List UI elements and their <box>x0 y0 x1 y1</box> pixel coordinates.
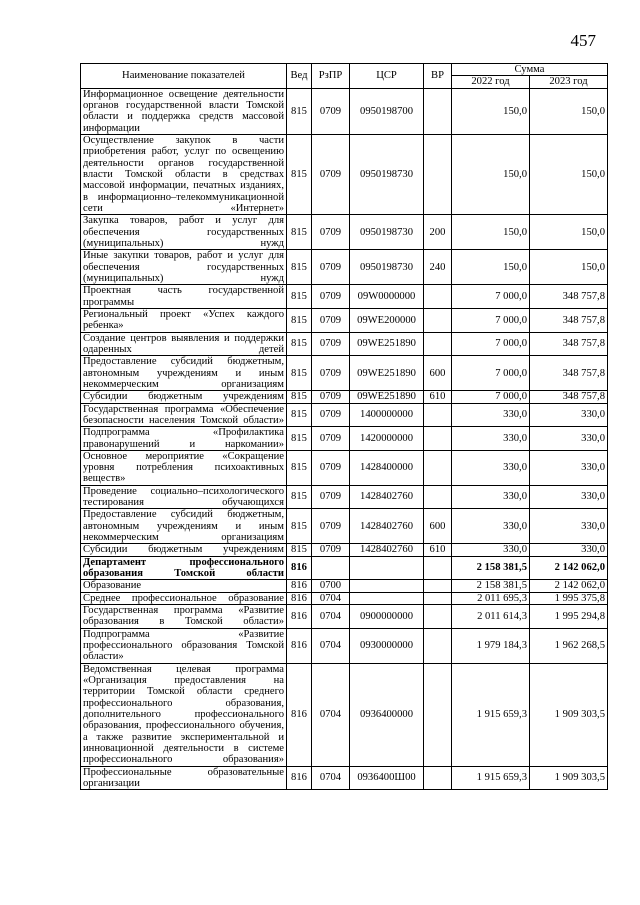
cell-amount-2023: 150,0 <box>530 250 608 285</box>
cell-csr <box>350 556 424 580</box>
header-year-2023: 2023 год <box>530 76 608 88</box>
cell-amount-2022: 2 158 381,5 <box>452 556 530 580</box>
cell-rzpr: 0709 <box>312 544 350 556</box>
cell-amount-2022: 1 915 659,3 <box>452 663 530 766</box>
cell-amount-2022: 7 000,0 <box>452 391 530 403</box>
cell-ved: 816 <box>287 663 312 766</box>
cell-rzpr: 0709 <box>312 391 350 403</box>
cell-rzpr: 0709 <box>312 215 350 250</box>
cell-csr: 1400000000 <box>350 403 424 427</box>
cell-ved: 816 <box>287 556 312 580</box>
cell-amount-2023: 150,0 <box>530 215 608 250</box>
cell-amount-2023: 330,0 <box>530 485 608 509</box>
cell-csr: 0936400000 <box>350 663 424 766</box>
cell-amount-2023: 330,0 <box>530 450 608 485</box>
cell-name: Подпрограмма «Развитие профессионального образования Томской области» <box>81 628 287 663</box>
cell-vr <box>424 308 452 332</box>
header-year-2022: 2022 год <box>452 76 530 88</box>
cell-csr: 0930000000 <box>350 628 424 663</box>
cell-ved: 815 <box>287 403 312 427</box>
table-row <box>81 628 608 663</box>
cell-amount-2022: 1 979 184,3 <box>452 628 530 663</box>
cell-name: Региональный проект «Успех каждого ребенка» <box>81 308 287 332</box>
cell-amount-2022: 7 000,0 <box>452 356 530 391</box>
cell-ved: 815 <box>287 250 312 285</box>
table-row <box>81 250 608 285</box>
cell-csr <box>350 592 424 604</box>
table-row <box>81 450 608 485</box>
cell-rzpr: 0709 <box>312 88 350 134</box>
cell-rzpr: 0709 <box>312 285 350 309</box>
cell-name: Основное мероприятие «Сокращение уровня потребления психоактивных веществ» <box>81 450 287 485</box>
cell-vr <box>424 663 452 766</box>
cell-name: Субсидии бюджетным учреждениям <box>81 391 287 403</box>
cell-name: Образование <box>81 580 287 592</box>
cell-name: Создание центров выявления и поддержки одаренных детей <box>81 332 287 356</box>
cell-csr: 0950198730 <box>350 215 424 250</box>
cell-name: Профессиональные образовательные организации <box>81 766 287 790</box>
cell-amount-2023: 348 757,8 <box>530 391 608 403</box>
cell-rzpr: 0704 <box>312 592 350 604</box>
cell-amount-2023: 150,0 <box>530 134 608 214</box>
cell-vr <box>424 628 452 663</box>
cell-rzpr: 0709 <box>312 250 350 285</box>
cell-vr <box>424 766 452 790</box>
table-row <box>81 592 608 604</box>
cell-vr <box>424 556 452 580</box>
table-row <box>81 663 608 766</box>
table-row <box>81 556 608 580</box>
cell-amount-2023: 150,0 <box>530 88 608 134</box>
cell-csr: 09WE251890 <box>350 332 424 356</box>
cell-amount-2023: 1 962 268,5 <box>530 628 608 663</box>
cell-csr: 09W0000000 <box>350 285 424 309</box>
cell-vr: 610 <box>424 391 452 403</box>
cell-amount-2023: 1 909 303,5 <box>530 663 608 766</box>
cell-vr: 610 <box>424 544 452 556</box>
cell-rzpr: 0709 <box>312 485 350 509</box>
cell-vr <box>424 427 452 451</box>
table-row <box>81 308 608 332</box>
cell-name: Среднее профессиональное образование <box>81 592 287 604</box>
cell-ved: 816 <box>287 592 312 604</box>
cell-amount-2023: 330,0 <box>530 544 608 556</box>
cell-amount-2022: 7 000,0 <box>452 285 530 309</box>
cell-name: Осуществление закупок в части приобретения работ, услуг по освещению деятельности органов государственной власти Томской области в средствах массовой информации, печатных изданиях, в информационно–телекоммуникационной сети «Интернет» <box>81 134 287 214</box>
cell-csr: 0936400Ш00 <box>350 766 424 790</box>
cell-amount-2022: 2 011 695,3 <box>452 592 530 604</box>
cell-amount-2022: 330,0 <box>452 403 530 427</box>
header-sum: Сумма <box>452 64 608 76</box>
cell-csr: 09WE251890 <box>350 356 424 391</box>
cell-vr <box>424 285 452 309</box>
cell-rzpr: 0709 <box>312 332 350 356</box>
cell-amount-2023: 1 995 294,8 <box>530 605 608 629</box>
cell-csr: 09WE200000 <box>350 308 424 332</box>
cell-amount-2022: 2 011 614,3 <box>452 605 530 629</box>
cell-ved: 816 <box>287 605 312 629</box>
cell-ved: 815 <box>287 544 312 556</box>
cell-csr: 1428400000 <box>350 450 424 485</box>
header-csr: ЦСР <box>350 64 424 89</box>
cell-ved: 815 <box>287 332 312 356</box>
cell-name: Подпрограмма «Профилактика правонарушений и наркомании» <box>81 427 287 451</box>
cell-amount-2023: 348 757,8 <box>530 285 608 309</box>
cell-csr: 0950198700 <box>350 88 424 134</box>
cell-amount-2022: 330,0 <box>452 544 530 556</box>
cell-amount-2022: 330,0 <box>452 509 530 544</box>
cell-amount-2023: 2 142 062,0 <box>530 580 608 592</box>
cell-rzpr: 0709 <box>312 308 350 332</box>
cell-ved: 815 <box>287 308 312 332</box>
cell-vr: 200 <box>424 215 452 250</box>
cell-rzpr: 0709 <box>312 356 350 391</box>
cell-amount-2023: 2 142 062,0 <box>530 556 608 580</box>
cell-ved: 816 <box>287 580 312 592</box>
budget-table <box>80 63 608 790</box>
cell-rzpr: 0709 <box>312 509 350 544</box>
cell-csr: 1420000000 <box>350 427 424 451</box>
cell-name: Информационное освещение деятельности органов государственной власти Томской области и поддержка средств массовой информации <box>81 88 287 134</box>
cell-amount-2023: 348 757,8 <box>530 308 608 332</box>
table-row <box>81 403 608 427</box>
cell-name: Иные закупки товаров, работ и услуг для обеспечения государственных (муниципальных) нужд <box>81 250 287 285</box>
cell-csr <box>350 580 424 592</box>
cell-csr: 0900000000 <box>350 605 424 629</box>
cell-csr: 1428402760 <box>350 509 424 544</box>
cell-rzpr: 0704 <box>312 628 350 663</box>
cell-name: Государственная программа «Обеспечение безопасности населения Томской области» <box>81 403 287 427</box>
cell-name: Ведомственная целевая программа «Организация предоставления на территории Томской области среднего профессионального образования, дополнительного профессионального образования, профессионального обучения, а также развитие экспериментальной и инновационной деятельности в системе профессионального образования» <box>81 663 287 766</box>
cell-rzpr: 0709 <box>312 427 350 451</box>
cell-amount-2022: 7 000,0 <box>452 332 530 356</box>
table-row <box>81 88 608 134</box>
cell-vr <box>424 605 452 629</box>
cell-rzpr: 0709 <box>312 134 350 214</box>
table-row <box>81 605 608 629</box>
cell-ved: 816 <box>287 766 312 790</box>
cell-ved: 815 <box>287 485 312 509</box>
cell-ved: 816 <box>287 628 312 663</box>
cell-name: Закупка товаров, работ и услуг для обеспечения государственных (муниципальных) нужд <box>81 215 287 250</box>
cell-ved: 815 <box>287 450 312 485</box>
table-row <box>81 285 608 309</box>
cell-csr: 0950198730 <box>350 134 424 214</box>
cell-amount-2023: 348 757,8 <box>530 332 608 356</box>
table-row <box>81 766 608 790</box>
cell-csr: 09WE251890 <box>350 391 424 403</box>
cell-ved: 815 <box>287 134 312 214</box>
cell-vr <box>424 88 452 134</box>
cell-vr <box>424 403 452 427</box>
cell-ved: 815 <box>287 215 312 250</box>
cell-name: Департамент профессионального образования Томской области <box>81 556 287 580</box>
cell-vr <box>424 580 452 592</box>
cell-amount-2022: 150,0 <box>452 215 530 250</box>
cell-amount-2023: 1 909 303,5 <box>530 766 608 790</box>
cell-vr: 600 <box>424 509 452 544</box>
cell-vr <box>424 332 452 356</box>
cell-amount-2023: 348 757,8 <box>530 356 608 391</box>
table-row <box>81 427 608 451</box>
cell-amount-2022: 2 158 381,5 <box>452 580 530 592</box>
cell-rzpr <box>312 556 350 580</box>
cell-amount-2023: 1 995 375,8 <box>530 592 608 604</box>
header-name: Наименование показателей <box>81 64 287 89</box>
cell-amount-2022: 1 915 659,3 <box>452 766 530 790</box>
cell-vr: 240 <box>424 250 452 285</box>
cell-name: Предоставление субсидий бюджетным, автономным учреждениям и иным некоммерческим организациям <box>81 509 287 544</box>
table-row <box>81 391 608 403</box>
cell-ved: 815 <box>287 356 312 391</box>
cell-vr <box>424 485 452 509</box>
header-rzpr: РзПР <box>312 64 350 89</box>
table-row <box>81 509 608 544</box>
cell-csr: 1428402760 <box>350 544 424 556</box>
table-row <box>81 332 608 356</box>
cell-amount-2022: 150,0 <box>452 134 530 214</box>
cell-amount-2023: 330,0 <box>530 509 608 544</box>
cell-rzpr: 0704 <box>312 766 350 790</box>
header-vr: ВР <box>424 64 452 89</box>
cell-vr <box>424 592 452 604</box>
cell-amount-2022: 330,0 <box>452 485 530 509</box>
cell-vr <box>424 450 452 485</box>
cell-amount-2022: 150,0 <box>452 250 530 285</box>
cell-amount-2022: 150,0 <box>452 88 530 134</box>
table-row <box>81 544 608 556</box>
table-row <box>81 485 608 509</box>
table-row <box>81 134 608 214</box>
cell-vr: 600 <box>424 356 452 391</box>
cell-ved: 815 <box>287 285 312 309</box>
table-row <box>81 356 608 391</box>
cell-amount-2022: 7 000,0 <box>452 308 530 332</box>
cell-amount-2023: 330,0 <box>530 427 608 451</box>
table-row <box>81 215 608 250</box>
cell-name: Государственная программа «Развитие образования в Томской области» <box>81 605 287 629</box>
cell-name: Субсидии бюджетным учреждениям <box>81 544 287 556</box>
cell-csr: 0950198730 <box>350 250 424 285</box>
cell-rzpr: 0704 <box>312 663 350 766</box>
cell-name: Проведение социально–психологического тестирования обучающихся <box>81 485 287 509</box>
cell-vr <box>424 134 452 214</box>
cell-csr: 1428402760 <box>350 485 424 509</box>
cell-name: Проектная часть государственной программы <box>81 285 287 309</box>
cell-rzpr: 0709 <box>312 450 350 485</box>
cell-rzpr: 0700 <box>312 580 350 592</box>
header-ved: Вед <box>287 64 312 89</box>
cell-amount-2022: 330,0 <box>452 450 530 485</box>
cell-ved: 815 <box>287 391 312 403</box>
cell-rzpr: 0709 <box>312 403 350 427</box>
cell-ved: 815 <box>287 427 312 451</box>
cell-ved: 815 <box>287 509 312 544</box>
cell-rzpr: 0704 <box>312 605 350 629</box>
table-body <box>81 88 608 790</box>
cell-name: Предоставление субсидий бюджетным, автономным учреждениям и иным некоммерческим организациям <box>81 356 287 391</box>
page-number: 457 <box>570 31 596 50</box>
table-row <box>81 580 608 592</box>
cell-ved: 815 <box>287 88 312 134</box>
cell-amount-2023: 330,0 <box>530 403 608 427</box>
cell-amount-2022: 330,0 <box>452 427 530 451</box>
